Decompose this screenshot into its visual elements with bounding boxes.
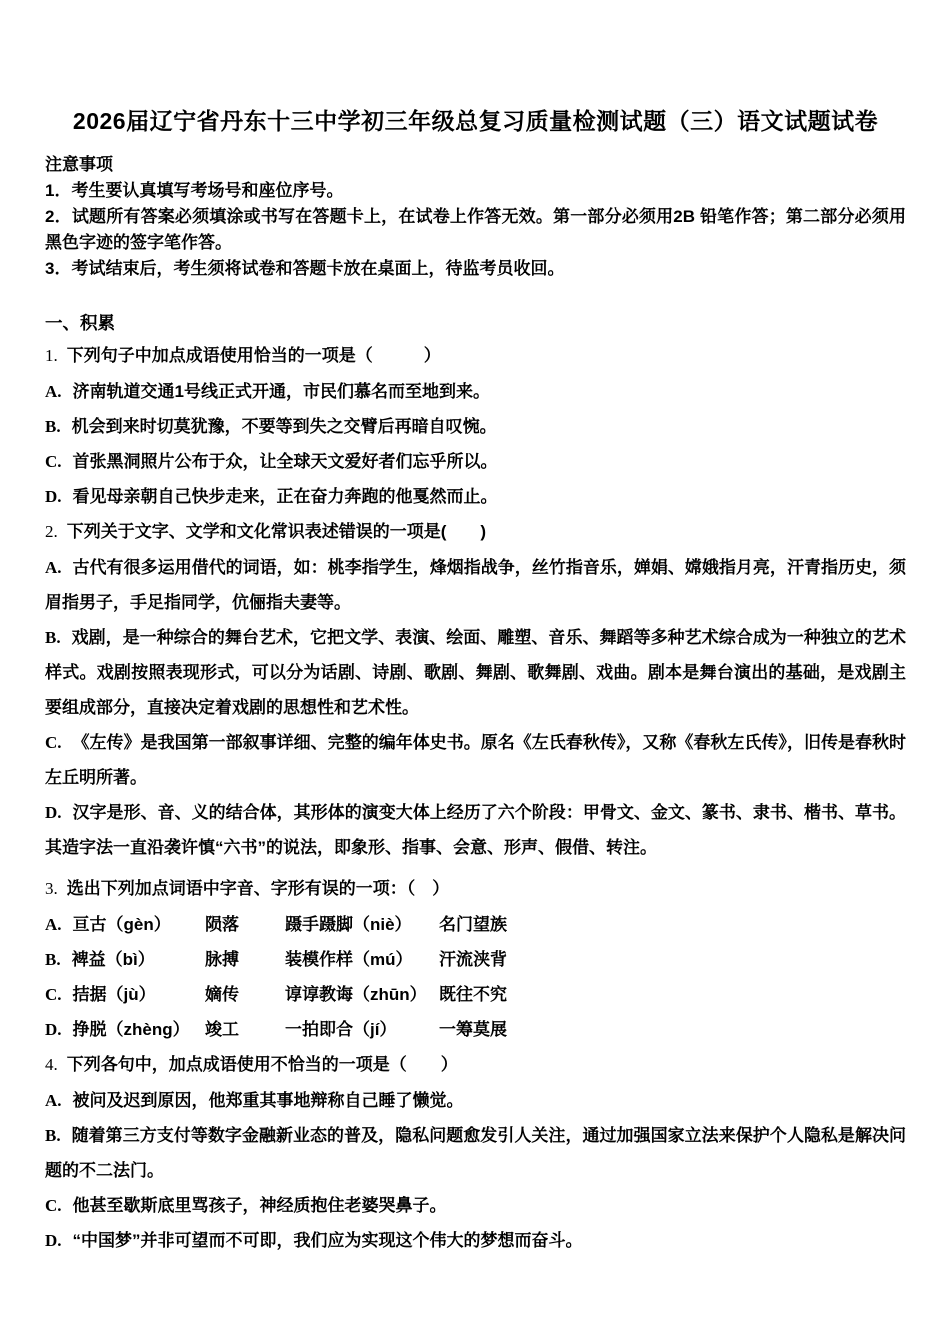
option-label: D. [45,803,62,822]
word-cell: 嫡传 [205,985,239,1004]
option-row [45,550,906,620]
option-label: C. [45,985,62,1004]
option-row [45,444,906,479]
option-text: 汉字是形、音、义的结合体，其形体的演变大体上经历了六个阶段：甲骨文、金文、篆书、隶书、楷书、草书。其造字法一直沿袭许慎“六书”的说法，即象形、指事、会意、形声、假借、转注。 [45,803,906,857]
word-cell: 既往不究 [439,985,507,1004]
option-label: D. [45,1020,62,1039]
option-text: 首张黑洞照片公布于众，让全球天文爱好者们忘乎所以。 [72,452,498,471]
option-label: A. [45,558,62,577]
option-row [45,1083,906,1118]
option-label: B. [45,628,61,647]
option-label: B. [45,1126,61,1145]
word-cell: 一筹莫展 [439,1020,507,1039]
question-number: 4. [45,1055,58,1074]
option-label: A. [45,382,62,401]
option-row [45,1118,906,1188]
option-row [45,374,906,409]
word-cell: 一拍即合（jí） [285,1020,397,1039]
question-number: 2. [45,522,58,541]
notice-item-2: 2．试题所有答案必须填涂或书写在答题卡上，在试卷上作答无效。第一部分必须用2B 铅笔作答；第二部分必须用黑色字迹的签字笔作答。 [45,207,906,252]
question-3 [45,871,906,1047]
option-row [45,942,906,977]
word-cell: 陨落 [205,915,239,934]
option-label: B. [45,417,61,436]
option-row [45,1012,906,1047]
question-1 [45,338,906,514]
option-label: D. [45,1231,62,1250]
word-cell: 挣脱（zhèng） [72,1020,190,1039]
option-row [45,409,906,444]
option-text: 《左传》是我国第一部叙事详细、完整的编年体史书。原名《左氏春秋传》，又称《春秋左氏传》，旧传是春秋时左丘明所著。 [45,733,906,787]
option-label: A. [45,1091,62,1110]
option-label: B. [45,950,61,969]
option-row [45,795,906,865]
question-stem [45,514,906,550]
option-row [45,907,906,942]
option-text: 被问及迟到原因，他郑重其事地辩称自己睡了懒觉。 [72,1091,464,1110]
notice-item-3: 3．考试结束后，考生须将试卷和答题卡放在桌面上，待监考员收回。 [45,259,565,278]
question-number: 3. [45,879,58,898]
question-stem-text: 下列各句中，加点成语使用不恰当的一项是（ ） [66,1055,458,1074]
word-cell: 蹑手蹑脚（niè） [285,915,412,934]
word-cell: 汗流浃背 [439,950,507,969]
question-4 [45,1047,906,1258]
word-cell: 装模作样（mú） [285,950,413,969]
question-stem [45,871,906,907]
option-row [45,977,906,1012]
option-text: “中国梦”并非可望而不可即，我们应为实现这个伟大的梦想而奋斗。 [72,1231,583,1250]
option-label: D. [45,487,62,506]
question-stem [45,1047,906,1083]
option-text: 古代有很多运用借代的词语，如：桃李指学生，烽烟指战争，丝竹指音乐，婵娟、嫦娥指月亮，汗青指历史，须眉指男子，手足指同学，伉俪指夫妻等。 [45,558,906,612]
word-cell: 名门望族 [439,915,507,934]
option-label: C. [45,1196,62,1215]
section-heading-accumulation: 一、积累 [45,313,115,333]
question-stem-text: 选出下列加点词语中字音、字形有误的一项：（ ） [66,879,450,898]
option-row [45,1188,906,1223]
option-text: 他甚至歇斯底里骂孩子，神经质抱住老婆哭鼻子。 [72,1196,447,1215]
question-number: 1. [45,346,58,365]
notice-section [45,152,906,282]
word-cell: 裨益（bì） [71,950,155,969]
word-cell: 亘古（gèn） [72,915,171,934]
word-cell: 竣工 [205,1020,239,1039]
option-row [45,620,906,725]
option-row [45,1223,906,1258]
option-label: C. [45,452,62,471]
option-row [45,725,906,795]
word-cell: 脉搏 [205,950,239,969]
option-row [45,479,906,514]
question-stem-text: 下列关于文字、文学和文化常识表述错误的一项是( ) [66,522,487,541]
word-cell: 拮据（jù） [72,985,156,1004]
option-text: 戏剧，是一种综合的舞台艺术，它把文学、表演、绘面、雕塑、音乐、舞蹈等多种艺术综合成为一种独立的艺术样式。戏剧按照表现形式，可以分为话剧、诗剧、歌剧、舞剧、歌舞剧、戏曲。剧本是舞台演出的基础，是戏剧主要组成部分，直接决定着戏剧的思想性和艺术性。 [45,628,906,717]
option-label: A. [45,915,62,934]
option-text: 看见母亲朝自己快步走来，正在奋力奔跑的他戛然而止。 [72,487,498,506]
option-text: 随着第三方支付等数字金融新业态的普及，隐私问题愈发引人关注，通过加强国家立法来保护个人隐私是解决问题的不二法门。 [45,1126,906,1180]
page-title: 2026届辽宁省丹东十三中学初三年级总复习质量检测试题（三）语文试题试卷 [72,108,879,134]
option-text: 济南轨道交通1号线正式开通，市民们慕名而至地到来。 [72,382,490,401]
option-text: 机会到来时切莫犹豫，不要等到失之交臂后再暗自叹惋。 [71,417,497,436]
question-stem-text: 下列句子中加点成语使用恰当的一项是（ ） [66,346,441,365]
word-cell: 谆谆教诲（zhūn） [285,985,427,1004]
notice-heading: 注意事项 [45,155,113,174]
notice-item-1: 1．考生要认真填写考场号和座位序号。 [45,181,344,200]
question-2 [45,514,906,865]
question-stem [45,338,906,374]
option-label: C. [45,733,62,752]
